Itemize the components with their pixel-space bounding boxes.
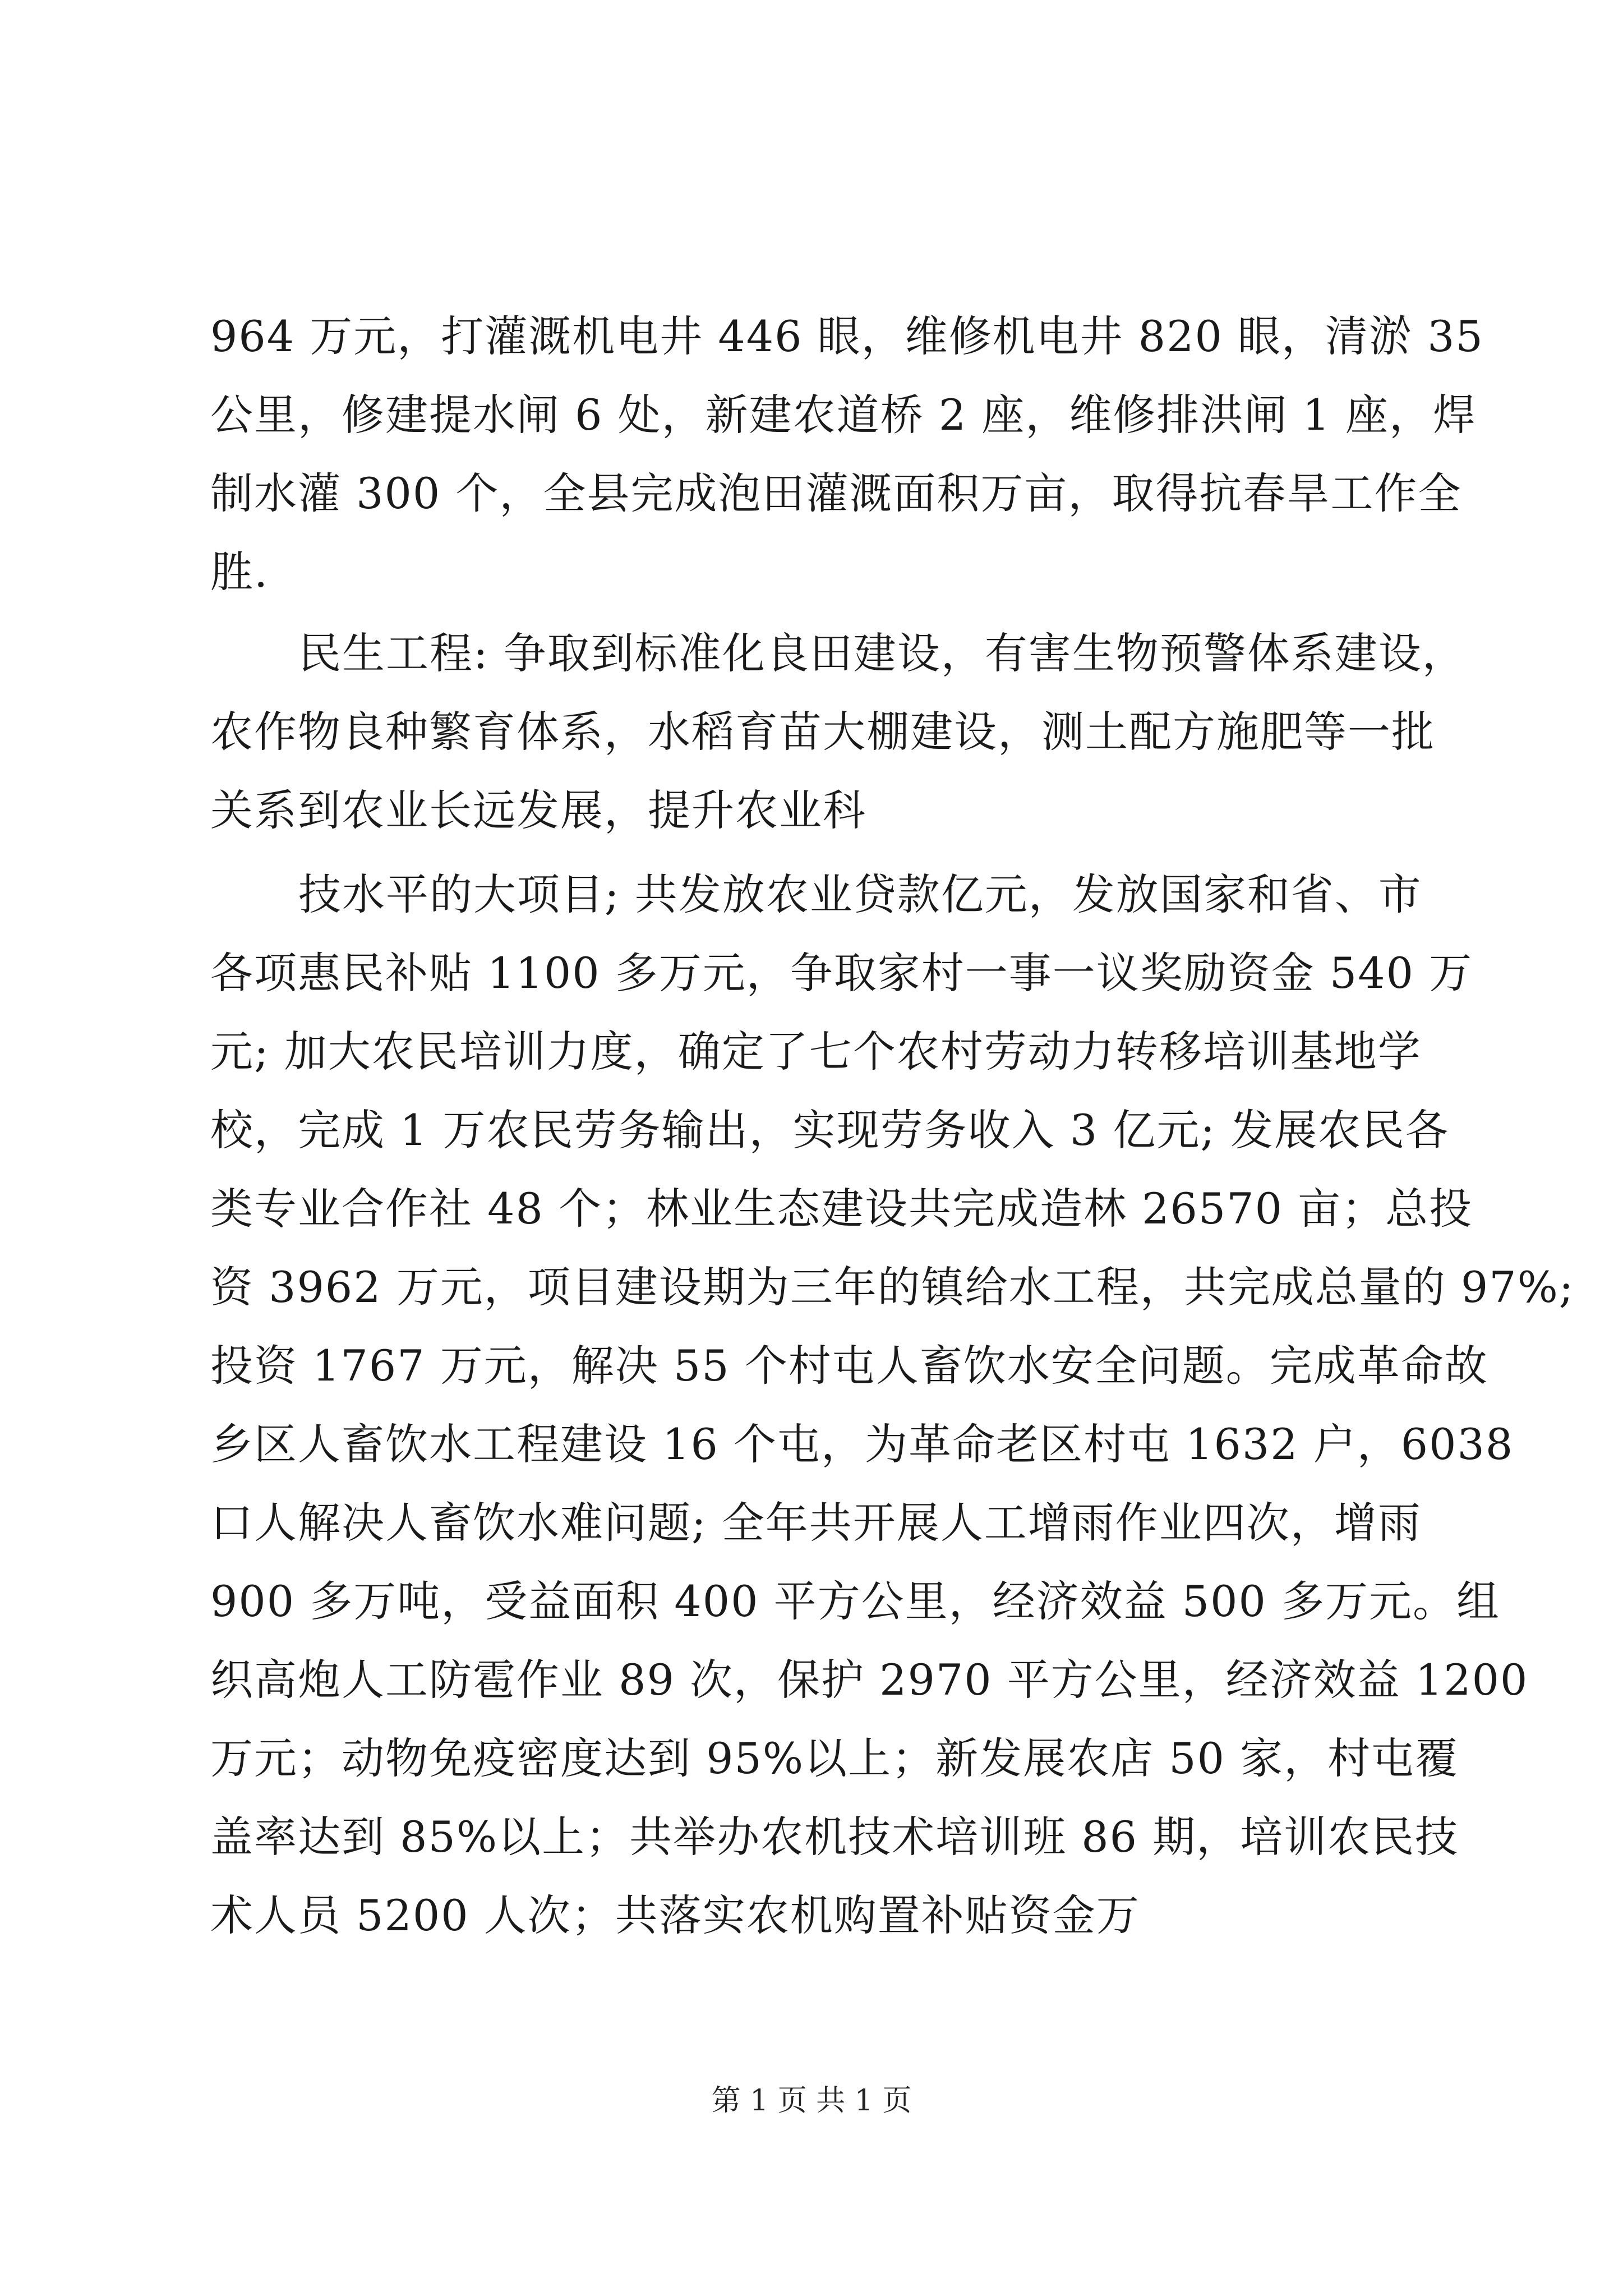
text-line: 关系到农业长远发展，提升农业科: [210, 785, 866, 835]
text-line: 织高炮人工防雹作业 89 次，保护 2970 平方公里，经济效益 1200: [210, 1655, 1529, 1705]
text-line: 校，完成 1 万农民劳务输出，实现劳务收入 3 亿元; 发展农民各: [210, 1105, 1450, 1155]
text-line: 类专业合作社 48 个；林业生态建设共完成造林 26570 亩；总投: [210, 1184, 1473, 1234]
text-line: 万元；动物免疫密度达到 95%以上；新发展农店 50 家，村屯覆: [210, 1733, 1459, 1783]
text-line: 口人解决人畜饮水难问题; 全年共开展人工增雨作业四次，增雨: [210, 1498, 1422, 1548]
paragraph-start-line: 民生工程: 争取到标准化良田建设，有害生物预警体系建设，: [298, 628, 1466, 678]
text-line: 乡区人畜饮水工程建设 16 个屯，为革命老区村屯 1632 户，6038: [210, 1419, 1514, 1469]
text-line: 制水灌 300 个，全县完成泡田灌溉面积万亩，取得抗春旱工作全: [210, 468, 1462, 518]
text-line: 资 3962 万元，项目建设期为三年的镇给水工程，共完成总量的 97%;: [210, 1262, 1575, 1312]
text-line: 农作物良种繁育体系，水稻育苗大棚建设，测土配方施肥等一批: [210, 707, 1435, 757]
text-line: 964 万元，打灌溉机电井 446 眼，维修机电井 820 眼，清淤 35: [210, 311, 1484, 361]
text-line: 900 多万吨，受益面积 400 平方公里，经济效益 500 多万元。组: [210, 1576, 1500, 1626]
text-line: 术人员 5200 人次；共落实农机购置补贴资金万: [210, 1890, 1140, 1940]
text-line: 元; 加大农民培训力度，确定了七个农村劳动力转移培训基地学: [210, 1027, 1422, 1076]
text-line: 公里，修建提水闸 6 处，新建农道桥 2 座，维修排洪闸 1 座，焊: [210, 390, 1477, 440]
page-footer: 第 1 页 共 1 页: [711, 2084, 912, 2118]
text-line: 投资 1767 万元，解决 55 个村屯人畜饮水安全问题。完成革命故: [210, 1341, 1488, 1391]
text-line: 各项惠民补贴 1100 多万元，争取家村一事一议奖励资金 540 万: [210, 948, 1473, 998]
text-line: 盖率达到 85%以上；共举办农机技术培训班 86 期，培训农民技: [210, 1812, 1459, 1862]
paragraph-start-line: 技水平的大项目; 共发放农业贷款亿元，发放国家和省、市: [298, 869, 1422, 919]
text-line: 胜.: [210, 547, 269, 597]
